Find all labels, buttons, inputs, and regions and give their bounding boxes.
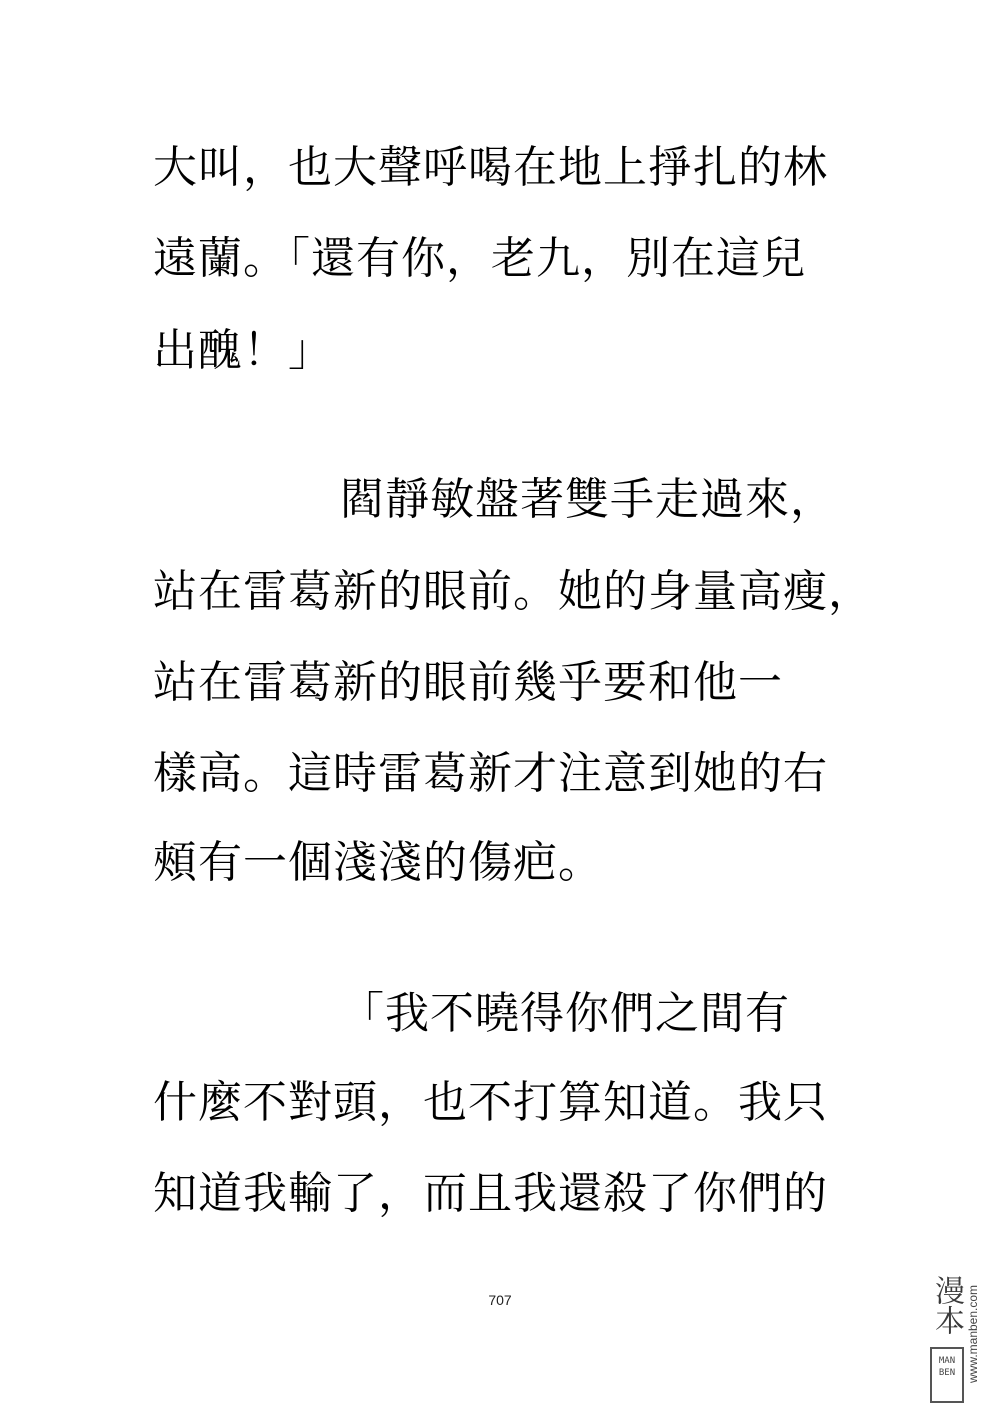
text-line-6: 站在雷葛新的眼前幾乎要和他一 bbox=[153, 657, 783, 708]
text-line-7: 樣高。這時雷葛新才注意到她的右 bbox=[153, 748, 828, 799]
text-line-11: 知道我輸了，而且我還殺了你們的 bbox=[153, 1168, 828, 1219]
text-line-1: 大叫，也大聲呼喝在地上掙扎的林 bbox=[153, 142, 828, 193]
watermark-logo bbox=[930, 1265, 992, 1405]
page-number: 707 bbox=[488, 1292, 512, 1308]
text-line-3: 出醜！」 bbox=[153, 325, 333, 376]
text-line-4: 閻靜敏盤著雙手走過來， bbox=[340, 474, 835, 525]
text-line-9: 「我不曉得你們之間有 bbox=[340, 988, 790, 1039]
watermark-brand: 漫本 bbox=[929, 1275, 964, 1335]
text-line-10: 什麼不對頭，也不打算知道。我只 bbox=[153, 1077, 828, 1128]
text-line-8: 頰有一個淺淺的傷疤。 bbox=[153, 837, 603, 888]
text-line-2: 遠蘭。「還有你，老九，別在這兒 bbox=[153, 233, 806, 284]
text-line-5: 站在雷葛新的眼前。她的身量高瘦， bbox=[153, 566, 873, 617]
watermark-url: www.manben.com bbox=[966, 1284, 980, 1384]
watermark-box: MAN BEN bbox=[930, 1347, 964, 1403]
